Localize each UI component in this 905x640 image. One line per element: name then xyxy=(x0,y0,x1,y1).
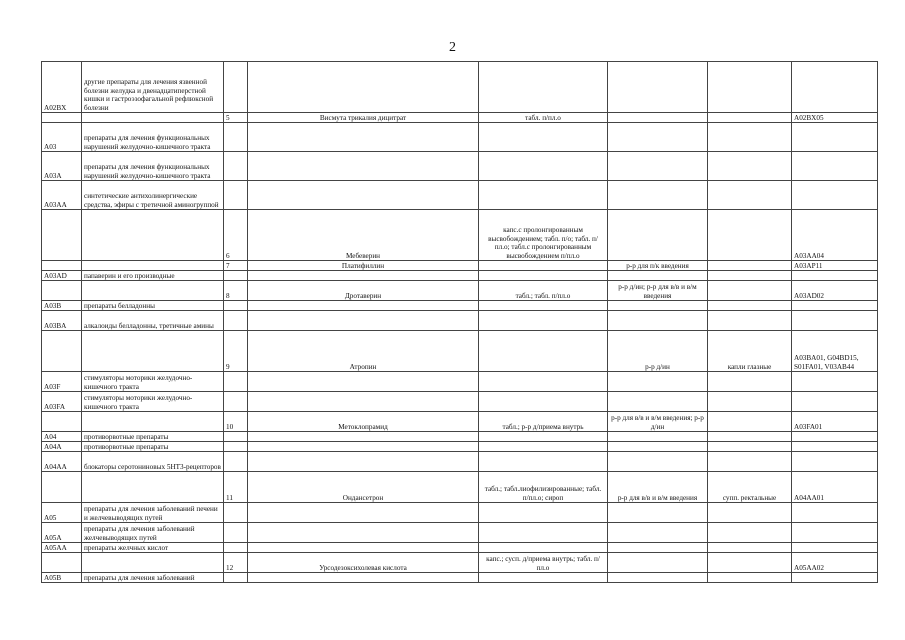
other-forms-cell: супп. ректальные xyxy=(708,472,792,503)
group-description-cell: препараты для лечения функциональных нарушений желудочно-кишечного тракта xyxy=(82,152,224,181)
oral-forms-cell: капс.с пролонгированным высвобождением; табл. п/о; табл. п/пл.о; табл.с пролонгированным высвобождением п/пл.о xyxy=(479,210,608,261)
other-forms-cell xyxy=(708,442,792,452)
injection-forms-cell xyxy=(608,392,708,412)
other-forms-cell xyxy=(708,573,792,583)
drug-name-cell xyxy=(248,573,479,583)
injection-forms-cell xyxy=(608,271,708,281)
other-forms-cell xyxy=(708,503,792,523)
drug-name-cell xyxy=(248,181,479,210)
atc-group-code-cell xyxy=(42,412,82,432)
drug-name-cell: Атропин xyxy=(248,331,479,372)
table-row xyxy=(42,281,878,301)
table-row xyxy=(42,452,878,472)
table-row xyxy=(42,181,878,210)
table-row xyxy=(42,123,878,152)
oral-forms-cell xyxy=(479,271,608,281)
page-number: 2 xyxy=(449,40,456,55)
table-row xyxy=(42,301,878,311)
row-number-cell: 12 xyxy=(224,553,248,573)
oral-forms-cell xyxy=(479,62,608,113)
row-number-cell xyxy=(224,543,248,553)
atc-code-cell xyxy=(792,301,878,311)
group-description-cell: противорвотные препараты xyxy=(82,432,224,442)
group-description-cell xyxy=(82,281,224,301)
atc-code-cell: A02BX05 xyxy=(792,113,878,123)
atc-group-code-cell xyxy=(42,553,82,573)
oral-forms-cell xyxy=(479,523,608,543)
table-row xyxy=(42,543,878,553)
oral-forms-cell xyxy=(479,372,608,392)
table-row xyxy=(42,261,878,271)
row-number-cell: 8 xyxy=(224,281,248,301)
drug-name-cell xyxy=(248,523,479,543)
oral-forms-cell xyxy=(479,452,608,472)
oral-forms-cell: табл.; табл.лиофилизированные; табл. п/пл.о; сироп xyxy=(479,472,608,503)
oral-forms-cell xyxy=(479,573,608,583)
group-description-cell: препараты белладонны xyxy=(82,301,224,311)
atc-code-cell xyxy=(792,392,878,412)
injection-forms-cell xyxy=(608,503,708,523)
atc-group-code-cell: A05B xyxy=(42,573,82,583)
other-forms-cell xyxy=(708,210,792,261)
drug-name-cell xyxy=(248,372,479,392)
group-description-cell: алкалоиды белладонны, третичные амины xyxy=(82,311,224,331)
row-number-cell: 9 xyxy=(224,331,248,372)
group-description-cell xyxy=(82,261,224,271)
row-number-cell xyxy=(224,372,248,392)
atc-code-cell xyxy=(792,452,878,472)
oral-forms-cell: капс.; сусп. д/приема внутрь; табл. п/пл.о xyxy=(479,553,608,573)
group-description-cell: папаверин и его производные xyxy=(82,271,224,281)
group-description-cell xyxy=(82,210,224,261)
atc-group-code-cell: A04 xyxy=(42,432,82,442)
drug-name-cell xyxy=(248,152,479,181)
row-number-cell xyxy=(224,181,248,210)
injection-forms-cell xyxy=(608,432,708,442)
atc-code-cell xyxy=(792,523,878,543)
drug-name-cell xyxy=(248,301,479,311)
atc-group-code-cell xyxy=(42,281,82,301)
row-number-cell xyxy=(224,442,248,452)
oral-forms-cell xyxy=(479,543,608,553)
drug-name-cell xyxy=(248,271,479,281)
oral-forms-cell xyxy=(479,152,608,181)
group-description-cell: препараты для лечения функциональных нарушений желудочно-кишечного тракта xyxy=(82,123,224,152)
atc-code-cell xyxy=(792,573,878,583)
other-forms-cell xyxy=(708,271,792,281)
other-forms-cell xyxy=(708,181,792,210)
drug-name-cell: Платифиллин xyxy=(248,261,479,271)
table-row xyxy=(42,372,878,392)
injection-forms-cell xyxy=(608,452,708,472)
table-row xyxy=(42,432,878,442)
oral-forms-cell xyxy=(479,123,608,152)
table-row xyxy=(42,152,878,181)
group-description-cell: препараты для лечения заболеваний xyxy=(82,573,224,583)
row-number-cell: 11 xyxy=(224,472,248,503)
group-description-cell xyxy=(82,472,224,503)
row-number-cell xyxy=(224,392,248,412)
injection-forms-cell xyxy=(608,311,708,331)
atc-group-code-cell: A03BA xyxy=(42,311,82,331)
atc-code-cell xyxy=(792,503,878,523)
atc-code-cell: A03FA01 xyxy=(792,412,878,432)
group-description-cell xyxy=(82,412,224,432)
other-forms-cell xyxy=(708,113,792,123)
atc-code-cell xyxy=(792,123,878,152)
drug-name-cell: Урсодезоксихолевая кислота xyxy=(248,553,479,573)
group-description-cell: стимуляторы моторики желудочно-кишечного тракта xyxy=(82,392,224,412)
other-forms-cell xyxy=(708,553,792,573)
row-number-cell: 6 xyxy=(224,210,248,261)
atc-code-cell: A05AA02 xyxy=(792,553,878,573)
oral-forms-cell xyxy=(479,181,608,210)
table-row xyxy=(42,331,878,372)
drug-table xyxy=(41,61,878,583)
row-number-cell: 5 xyxy=(224,113,248,123)
oral-forms-cell xyxy=(479,261,608,271)
drug-name-cell: Дротаверин xyxy=(248,281,479,301)
row-number-cell xyxy=(224,503,248,523)
drug-name-cell xyxy=(248,311,479,331)
drug-name-cell: Висмута трикалия дицитрат xyxy=(248,113,479,123)
table-row xyxy=(42,271,878,281)
oral-forms-cell xyxy=(479,392,608,412)
row-number-cell xyxy=(224,271,248,281)
row-number-cell xyxy=(224,311,248,331)
row-number-cell xyxy=(224,523,248,543)
atc-group-code-cell: A04A xyxy=(42,442,82,452)
injection-forms-cell: р-р для в/в и в/м введения; р-р д/ин xyxy=(608,412,708,432)
atc-group-code-cell: A03AD xyxy=(42,271,82,281)
table-body xyxy=(42,62,878,583)
atc-code-cell: A03AD02 xyxy=(792,281,878,301)
table-row xyxy=(42,472,878,503)
row-number-cell xyxy=(224,62,248,113)
atc-group-code-cell: A03A xyxy=(42,152,82,181)
atc-group-code-cell xyxy=(42,472,82,503)
oral-forms-cell xyxy=(479,331,608,372)
group-description-cell xyxy=(82,553,224,573)
atc-code-cell xyxy=(792,271,878,281)
injection-forms-cell xyxy=(608,442,708,452)
table-row xyxy=(42,311,878,331)
group-description-cell: препараты для лечения заболеваний желчевыводящих путей xyxy=(82,523,224,543)
oral-forms-cell xyxy=(479,442,608,452)
atc-code-cell xyxy=(792,152,878,181)
atc-code-cell: A03BA01, G04BD15, S01FA01, V03AB44 xyxy=(792,331,878,372)
atc-group-code-cell xyxy=(42,113,82,123)
drug-name-cell xyxy=(248,442,479,452)
injection-forms-cell xyxy=(608,62,708,113)
other-forms-cell xyxy=(708,523,792,543)
row-number-cell: 7 xyxy=(224,261,248,271)
atc-code-cell: A03AA04 xyxy=(792,210,878,261)
injection-forms-cell xyxy=(608,210,708,261)
atc-group-code-cell: A04AA xyxy=(42,452,82,472)
atc-code-cell: A03AP11 xyxy=(792,261,878,271)
injection-forms-cell: р-р для в/в и в/м введения xyxy=(608,472,708,503)
table-row xyxy=(42,62,878,113)
injection-forms-cell: р-р для п/к введения xyxy=(608,261,708,271)
row-number-cell xyxy=(224,432,248,442)
table-row xyxy=(42,210,878,261)
drug-name-cell xyxy=(248,392,479,412)
other-forms-cell xyxy=(708,301,792,311)
row-number-cell xyxy=(224,573,248,583)
table-row xyxy=(42,412,878,432)
group-description-cell xyxy=(82,331,224,372)
table-row xyxy=(42,113,878,123)
table-row xyxy=(42,503,878,523)
oral-forms-cell xyxy=(479,311,608,331)
row-number-cell xyxy=(224,152,248,181)
oral-forms-cell: табл. п/пл.о xyxy=(479,113,608,123)
atc-group-code-cell: A05 xyxy=(42,503,82,523)
atc-code-cell xyxy=(792,311,878,331)
oral-forms-cell xyxy=(479,301,608,311)
injection-forms-cell xyxy=(608,573,708,583)
injection-forms-cell xyxy=(608,301,708,311)
other-forms-cell xyxy=(708,62,792,113)
drug-name-cell xyxy=(248,432,479,442)
injection-forms-cell xyxy=(608,152,708,181)
group-description-cell xyxy=(82,113,224,123)
drug-name-cell: Метоклопрамид xyxy=(248,412,479,432)
other-forms-cell xyxy=(708,261,792,271)
table-row xyxy=(42,573,878,583)
drug-name-cell xyxy=(248,503,479,523)
drug-name-cell: Ондансетрон xyxy=(248,472,479,503)
atc-group-code-cell xyxy=(42,331,82,372)
oral-forms-cell xyxy=(479,503,608,523)
atc-code-cell xyxy=(792,181,878,210)
other-forms-cell xyxy=(708,392,792,412)
atc-group-code-cell xyxy=(42,261,82,271)
row-number-cell: 10 xyxy=(224,412,248,432)
row-number-cell xyxy=(224,301,248,311)
injection-forms-cell: р-р д/ин; р-р для в/в и в/м введения xyxy=(608,281,708,301)
injection-forms-cell xyxy=(608,181,708,210)
other-forms-cell xyxy=(708,412,792,432)
atc-code-cell xyxy=(792,62,878,113)
group-description-cell: стимуляторы моторики желудочно-кишечного тракта xyxy=(82,372,224,392)
drug-name-cell: Мебеверин xyxy=(248,210,479,261)
other-forms-cell: капли глазные xyxy=(708,331,792,372)
group-description-cell: блокаторы серотониновых 5HT3-рецепторов xyxy=(82,452,224,472)
drug-name-cell xyxy=(248,452,479,472)
table-row xyxy=(42,553,878,573)
group-description-cell: препараты желчных кислот xyxy=(82,543,224,553)
other-forms-cell xyxy=(708,311,792,331)
atc-group-code-cell: A02BX xyxy=(42,62,82,113)
oral-forms-cell xyxy=(479,432,608,442)
injection-forms-cell xyxy=(608,113,708,123)
group-description-cell: другие препараты для лечения язвенной болезни желудка и двенадцатиперстной кишки и гастроэзофагальной рефлюксной болезни xyxy=(82,62,224,113)
other-forms-cell xyxy=(708,452,792,472)
atc-code-cell xyxy=(792,543,878,553)
drug-name-cell xyxy=(248,123,479,152)
atc-code-cell xyxy=(792,372,878,392)
atc-group-code-cell: A03B xyxy=(42,301,82,311)
atc-code-cell xyxy=(792,442,878,452)
injection-forms-cell xyxy=(608,372,708,392)
group-description-cell: препараты для лечения заболеваний печени и желчевыводящих путей xyxy=(82,503,224,523)
atc-group-code-cell xyxy=(42,210,82,261)
row-number-cell xyxy=(224,123,248,152)
atc-group-code-cell: A05AA xyxy=(42,543,82,553)
injection-forms-cell xyxy=(608,553,708,573)
oral-forms-cell: табл.; р-р д/приема внутрь xyxy=(479,412,608,432)
other-forms-cell xyxy=(708,372,792,392)
drug-name-cell xyxy=(248,543,479,553)
injection-forms-cell xyxy=(608,523,708,543)
group-description-cell: синтетические антихолинергические средства, эфиры с третичной аминогруппой xyxy=(82,181,224,210)
atc-group-code-cell: A05A xyxy=(42,523,82,543)
atc-group-code-cell: A03FA xyxy=(42,392,82,412)
table-row xyxy=(42,523,878,543)
injection-forms-cell xyxy=(608,543,708,553)
other-forms-cell xyxy=(708,281,792,301)
atc-group-code-cell: A03 xyxy=(42,123,82,152)
other-forms-cell xyxy=(708,543,792,553)
atc-group-code-cell: A03F xyxy=(42,372,82,392)
oral-forms-cell: табл.; табл. п/пл.о xyxy=(479,281,608,301)
table-row xyxy=(42,442,878,452)
table-row xyxy=(42,392,878,412)
atc-code-cell: A04AA01 xyxy=(792,472,878,503)
other-forms-cell xyxy=(708,152,792,181)
group-description-cell: противорвотные препараты xyxy=(82,442,224,452)
drug-name-cell xyxy=(248,62,479,113)
injection-forms-cell: р-р д/ин xyxy=(608,331,708,372)
atc-code-cell xyxy=(792,432,878,442)
other-forms-cell xyxy=(708,123,792,152)
row-number-cell xyxy=(224,452,248,472)
atc-group-code-cell: A03AA xyxy=(42,181,82,210)
injection-forms-cell xyxy=(608,123,708,152)
other-forms-cell xyxy=(708,432,792,442)
